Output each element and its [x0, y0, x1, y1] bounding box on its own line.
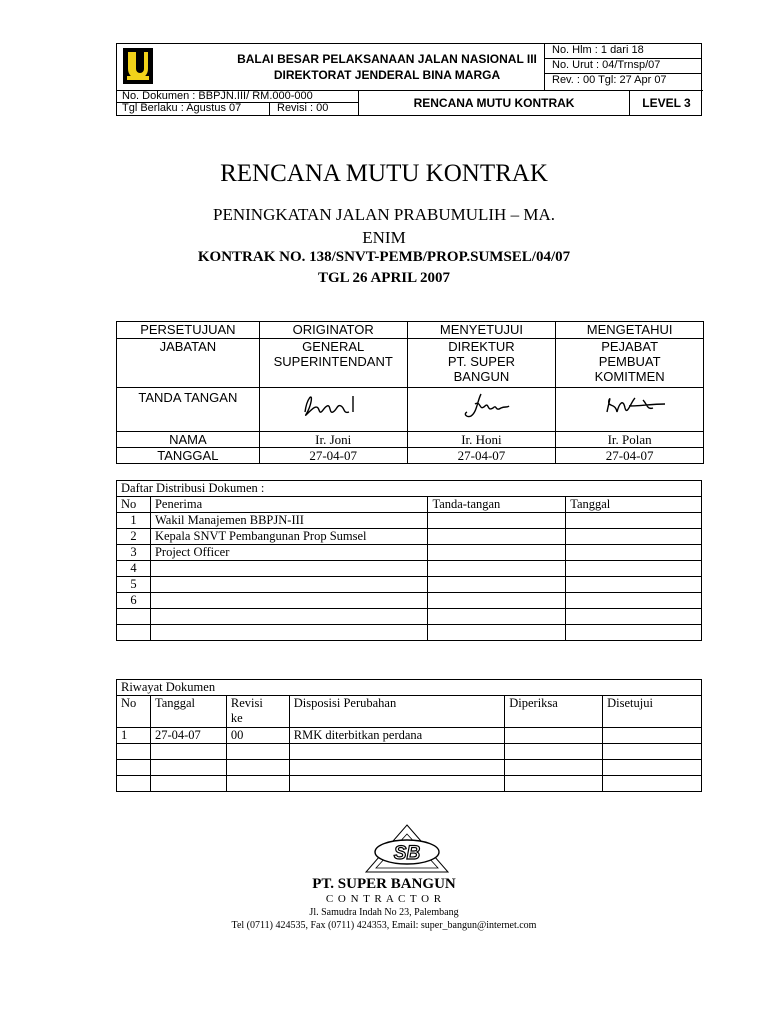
- signature-icon: [441, 388, 521, 422]
- company-name: PT. SUPER BANGUN: [312, 876, 456, 892]
- table-row: [117, 760, 702, 776]
- table-row: 6: [117, 593, 702, 609]
- distribution-header: Tanggal: [566, 497, 702, 513]
- history-header: Disetujui: [603, 696, 702, 728]
- jabatan-originator: GENERAL SUPERINTENDANT: [259, 339, 407, 388]
- distribution-header: Penerima: [150, 497, 427, 513]
- distribution-title: Daftar Distribusi Dokumen :: [117, 481, 702, 497]
- company-logo: [362, 822, 452, 874]
- jabatan-label: JABATAN: [117, 339, 260, 388]
- revision-info: Rev. : 00 Tgl: 27 Apr 07: [552, 74, 667, 86]
- document-level: LEVEL 3: [642, 96, 691, 110]
- history-header: Revisi ke: [226, 696, 289, 728]
- signature-approver: [407, 388, 556, 432]
- contract-date: TGL 26 APRIL 2007: [317, 270, 451, 286]
- page-number: No. Hlm : 1 dari 18: [552, 44, 644, 56]
- contract-number: KONTRAK NO. 138/SNVT-PEMB/PROP.SUMSEL/04/07: [197, 249, 571, 265]
- table-row: 4: [117, 561, 702, 577]
- sequence-number: No. Urut : 04/Trnsp/07: [552, 59, 661, 71]
- tanggal-originator: 27-04-07: [259, 448, 407, 464]
- approval-header: ORIGINATOR: [259, 322, 407, 339]
- tanda-tangan-label: TANDA TANGAN: [117, 388, 260, 432]
- company-contact: Tel (0711) 424535, Fax (0711) 424353, Email: super_bangun@internet.com: [231, 920, 537, 931]
- approval-header: MENYETUJUI: [407, 322, 556, 339]
- effective-date: Tgl Berlaku : Agustus 07: [122, 102, 242, 114]
- history-header: Tanggal: [150, 696, 226, 728]
- table-row: 2 Kepala SNVT Pembangunan Prop Sumsel: [117, 529, 702, 545]
- tanggal-acknowledger: 27-04-07: [556, 448, 704, 464]
- project-title-line2: ENIM: [362, 228, 406, 247]
- approval-table: [116, 321, 704, 464]
- main-title: RENCANA MUTU KONTRAK: [220, 160, 548, 187]
- company-tagline: C O N T R A C T O R: [325, 893, 443, 905]
- table-row: 1 27-04-07 00 RMK diterbitkan perdana: [117, 728, 702, 744]
- company-address: Jl. Samudra Indah No 23, Palembang: [309, 907, 459, 918]
- history-header: Disposisi Perubahan: [289, 696, 504, 728]
- approval-header: MENGETAHUI: [556, 322, 704, 339]
- project-title-line1: PENINGKATAN JALAN PRABUMULIH – MA.: [213, 205, 555, 224]
- signature-icon: [585, 388, 675, 422]
- revision-number: Revisi : 00: [277, 102, 329, 114]
- table-row: 5: [117, 577, 702, 593]
- nama-label: NAMA: [117, 432, 260, 448]
- distribution-header: Tanda-tangan: [428, 497, 566, 513]
- pu-logo-icon: [123, 48, 153, 84]
- table-row: 1 Wakil Manajemen BBPJN-III: [117, 513, 702, 529]
- signature-acknowledger: [556, 388, 704, 432]
- document-header: [116, 43, 702, 116]
- nama-approver: Ir. Honi: [407, 432, 556, 448]
- table-row: [117, 744, 702, 760]
- history-title: Riwayat Dokumen: [117, 680, 702, 696]
- header-doc-title: RENCANA MUTU KONTRAK: [413, 96, 575, 110]
- jabatan-acknowledger: PEJABAT PEMBUAT KOMITMEN: [556, 339, 704, 388]
- history-table: [116, 679, 702, 792]
- nama-acknowledger: Ir. Polan: [556, 432, 704, 448]
- org-name-line2: DIREKTORAT JENDERAL BINA MARGA: [273, 68, 501, 82]
- table-row: [117, 625, 702, 641]
- signature-icon: [293, 388, 373, 422]
- approval-header: PERSETUJUAN: [117, 322, 260, 339]
- table-row: [117, 776, 702, 792]
- tanggal-label: TANGGAL: [117, 448, 260, 464]
- table-row: 3 Project Officer: [117, 545, 702, 561]
- table-row: [117, 609, 702, 625]
- nama-originator: Ir. Joni: [259, 432, 407, 448]
- jabatan-approver: DIREKTUR PT. SUPER BANGUN: [407, 339, 556, 388]
- history-header: Diperiksa: [505, 696, 603, 728]
- logo-text: SB: [393, 843, 421, 864]
- distribution-header: No: [117, 497, 151, 513]
- tanggal-approver: 27-04-07: [407, 448, 556, 464]
- history-header: No: [117, 696, 151, 728]
- document-number: No. Dokumen : BBPJN.III/ RM.000-000: [122, 90, 313, 102]
- signature-originator: [259, 388, 407, 432]
- org-name-line1: BALAI BESAR PELAKSANAAN JALAN NASIONAL III: [237, 52, 537, 66]
- distribution-table: [116, 480, 702, 641]
